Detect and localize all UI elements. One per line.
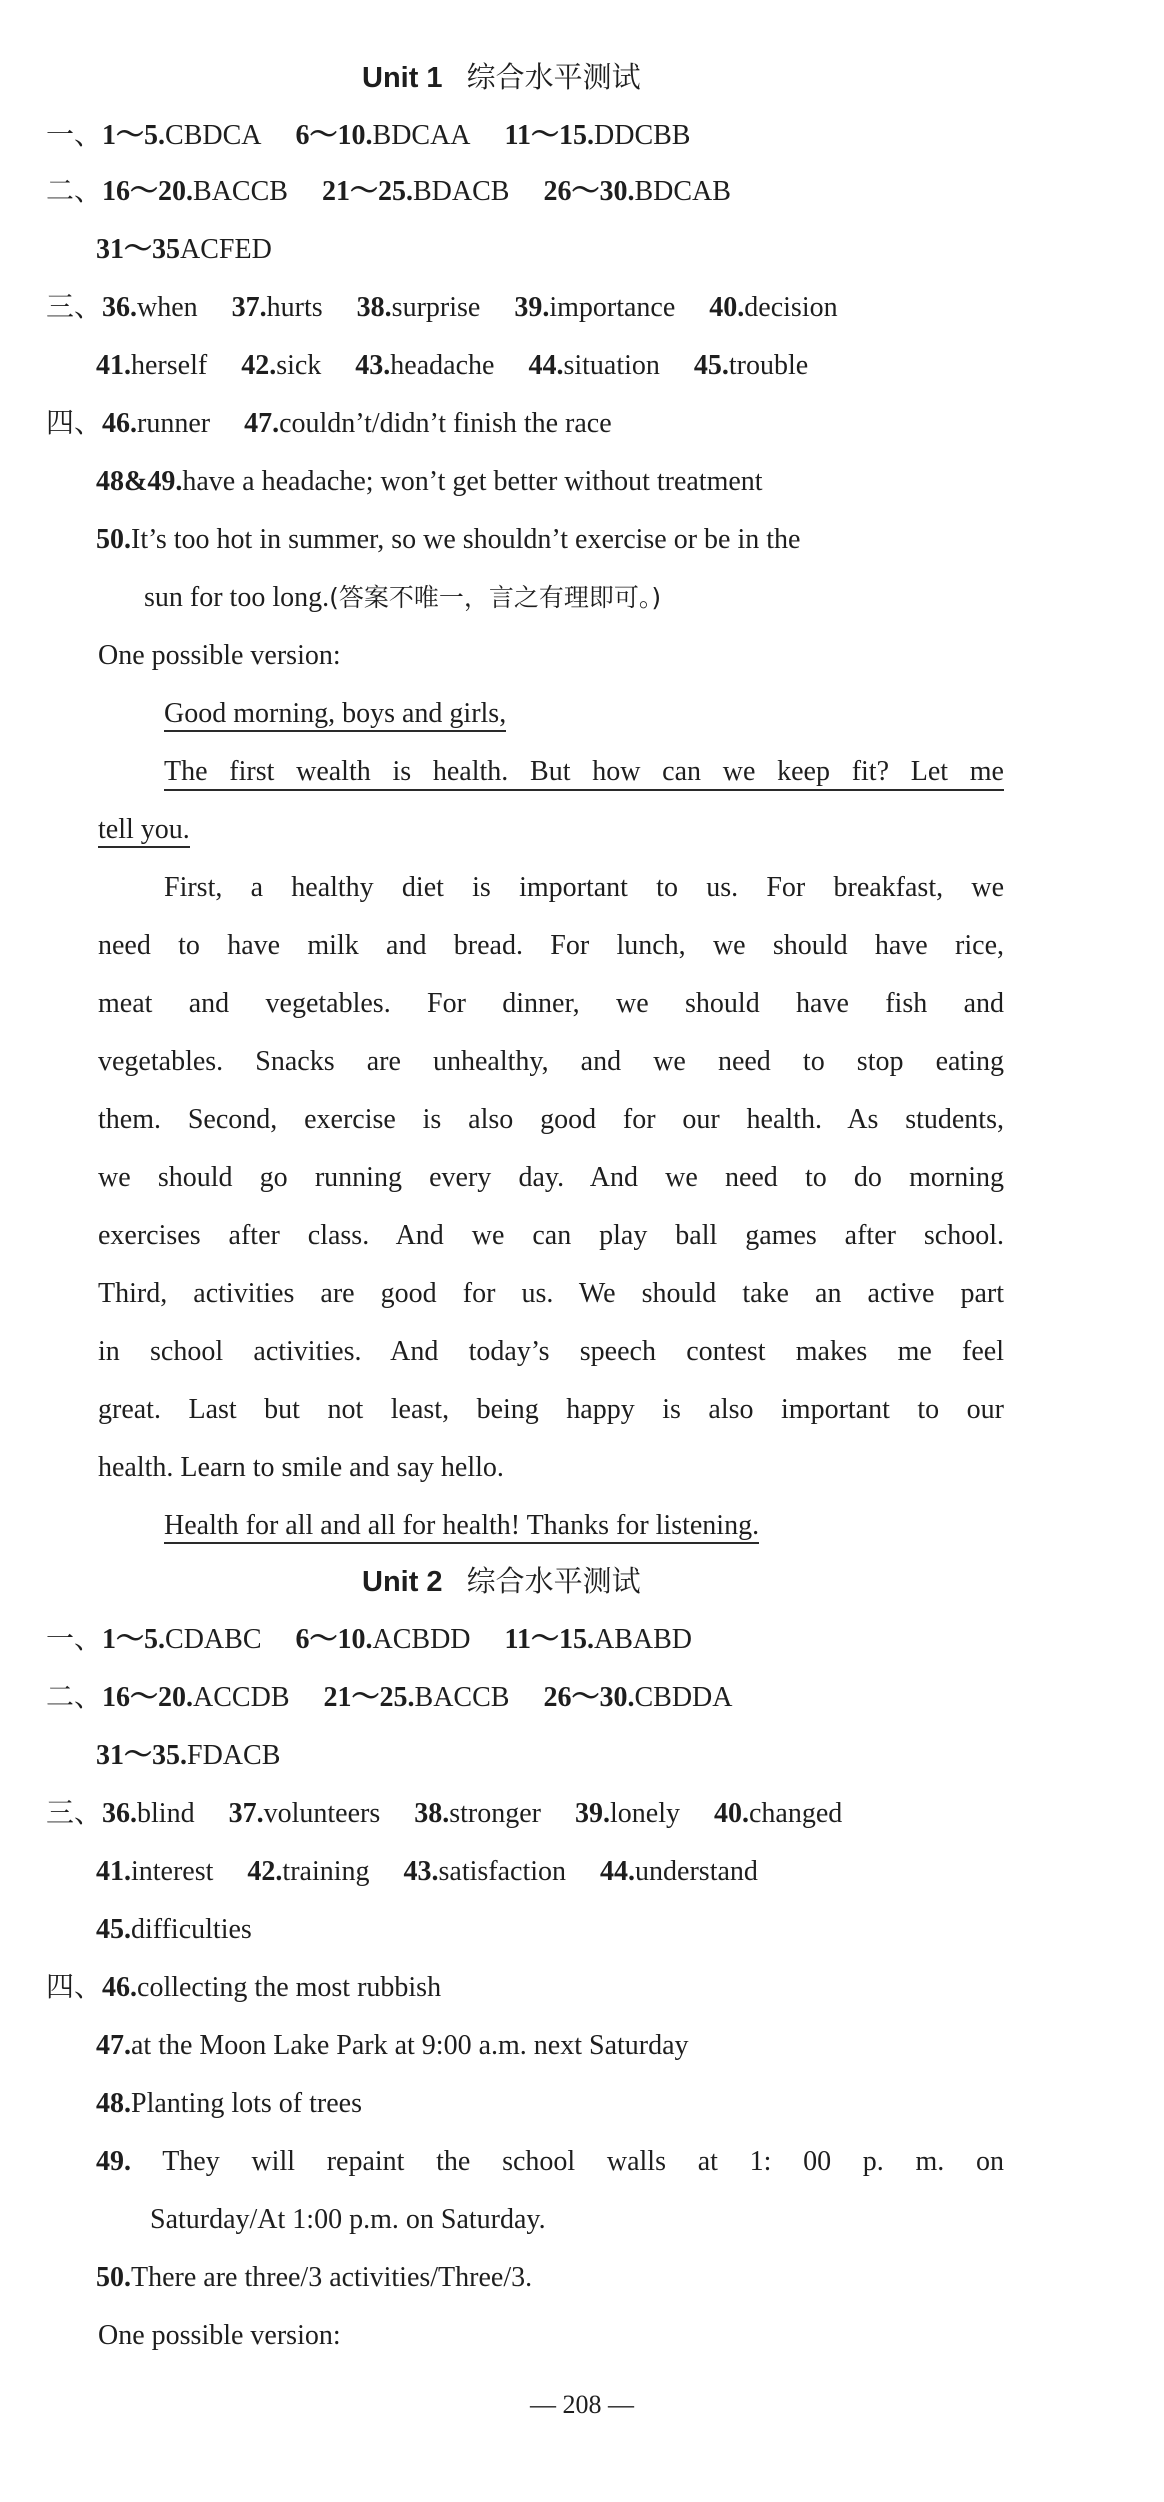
item-answer: couldn’t/didn’t finish the race bbox=[279, 408, 612, 439]
item-number: 40. bbox=[713, 1798, 749, 1829]
essay-text: The first wealth is health. But how can we keep fit? Let me bbox=[164, 756, 1004, 787]
answer-range: 11～15. bbox=[504, 120, 594, 151]
section-label: 三、 bbox=[46, 292, 103, 323]
unit2-q48 bbox=[96, 2084, 362, 2124]
section-label: 一、 bbox=[46, 120, 103, 151]
answer-values: ACBDD bbox=[372, 1624, 471, 1655]
answer-values: ACFED bbox=[180, 234, 272, 265]
item-answer: runner bbox=[137, 408, 211, 439]
answer-range: 26～30. bbox=[543, 176, 635, 207]
answer-range: 26～30. bbox=[543, 1682, 635, 1713]
answer-range: 16～20. bbox=[102, 176, 194, 207]
answer-note: (答案不唯一，言之有理即可。) bbox=[329, 583, 662, 612]
item-answer: stronger bbox=[449, 1798, 541, 1829]
unit2-q49-line2 bbox=[150, 2200, 546, 2240]
essay-body-line: health. Learn to smile and say hello. bbox=[98, 1452, 504, 1483]
item-answer: when bbox=[137, 292, 198, 323]
unit1-q50-line2 bbox=[144, 578, 661, 618]
item-answer: difficulties bbox=[131, 1914, 252, 1945]
answer-range: 31～35. bbox=[96, 1740, 188, 1771]
unit1-q50-line1 bbox=[96, 520, 800, 560]
item-answer: There are three/3 activities/Three/3. bbox=[131, 2262, 533, 2293]
page-number: — 208 — bbox=[530, 2390, 634, 2419]
item-answer: It’s too hot in summer, so we shouldn’t exercise or be in the bbox=[131, 524, 801, 555]
essay-p1-underline bbox=[164, 789, 1004, 791]
item-answer: situation bbox=[563, 350, 660, 381]
item-number: 36. bbox=[102, 292, 138, 323]
unit2-q46 bbox=[46, 1968, 441, 2008]
item-number: 44. bbox=[600, 1856, 636, 1887]
unit2-title-zh: 综合水平测试 bbox=[466, 1566, 641, 1598]
unit1-section2 bbox=[46, 172, 731, 212]
unit2-title-en: Unit 2 bbox=[362, 1566, 443, 1598]
unit1-section3-row2 bbox=[96, 346, 808, 386]
item-number: 43. bbox=[403, 1856, 439, 1887]
essay-body-line: meat and vegetables. For dinner, we should have fish and bbox=[98, 988, 1004, 1019]
answer-values: BDCAA bbox=[372, 120, 471, 151]
item-answer: decision bbox=[744, 292, 838, 323]
essay-closing-text: Health for all and all for health! Thanks for listening. bbox=[164, 1510, 759, 1544]
answer-range: 6～10. bbox=[295, 1624, 373, 1655]
item-number: 48. bbox=[96, 2088, 131, 2119]
answer-range: 16～20. bbox=[102, 1682, 194, 1713]
item-number: 41. bbox=[96, 1856, 131, 1887]
item-answer: blind bbox=[137, 1798, 195, 1829]
item-number: 38. bbox=[356, 292, 392, 323]
item-number: 46. bbox=[102, 408, 138, 439]
answer-range: 1～5. bbox=[102, 1624, 166, 1655]
answer-range: 21～25. bbox=[323, 1682, 415, 1713]
essay-body-line: we should go running every day. And we need to do morning bbox=[98, 1162, 1004, 1193]
answer-values: ABABD bbox=[594, 1624, 693, 1655]
unit2-essay-intro: One possible version: bbox=[98, 2320, 341, 2351]
essay-body-line: exercises after class. And we can play ball games after school. bbox=[98, 1220, 1004, 1251]
item-number: 38. bbox=[414, 1798, 450, 1829]
section-label: 三、 bbox=[46, 1798, 103, 1829]
item-answer: Planting lots of trees bbox=[131, 2088, 362, 2119]
answer-range: 21～25. bbox=[321, 176, 413, 207]
unit1-title-zh: 综合水平测试 bbox=[466, 62, 641, 94]
item-answer: interest bbox=[131, 1856, 214, 1887]
item-number: 42. bbox=[247, 1856, 283, 1887]
item-answer: hurts bbox=[266, 292, 323, 323]
unit1-section1 bbox=[46, 116, 690, 156]
essay-text: tell you. bbox=[98, 814, 190, 848]
item-answer: herself bbox=[131, 350, 208, 381]
section-label: 四、 bbox=[46, 408, 103, 439]
item-answer: changed bbox=[748, 1798, 843, 1829]
answer-values: CBDDA bbox=[634, 1682, 733, 1713]
essay-closing bbox=[164, 1506, 759, 1546]
item-answer: at the Moon Lake Park at 9:00 a.m. next Saturday bbox=[131, 2030, 689, 2061]
answer-values: FDACB bbox=[187, 1740, 281, 1771]
item-number: 50. bbox=[96, 524, 131, 555]
unit1-title-en: Unit 1 bbox=[362, 62, 443, 94]
answer-values: BDACB bbox=[412, 176, 510, 207]
unit2-section3-row1 bbox=[46, 1794, 842, 1834]
unit1-section3-row1 bbox=[46, 288, 838, 328]
answer-range: 11～15. bbox=[504, 1624, 594, 1655]
answer-values: CDABC bbox=[165, 1624, 262, 1655]
item-answer: headache bbox=[390, 350, 495, 381]
item-answer: They will repaint the school walls at 1: 00 p. m. on bbox=[162, 2146, 1004, 2177]
item-answer: surprise bbox=[391, 292, 481, 323]
item-number: 37. bbox=[231, 292, 267, 323]
item-number: 43. bbox=[355, 350, 391, 381]
item-answer: satisfaction bbox=[438, 1856, 567, 1887]
item-answer: collecting the most rubbish bbox=[137, 1972, 442, 2003]
answer-range: 31～35 bbox=[96, 234, 181, 265]
answer-range: 1～5. bbox=[102, 120, 166, 151]
unit2-section2-cont bbox=[96, 1736, 280, 1776]
unit2-section3-row2 bbox=[96, 1852, 758, 1892]
item-number: 39. bbox=[574, 1798, 610, 1829]
item-answer: volunteers bbox=[263, 1798, 381, 1829]
item-answer: sick bbox=[276, 350, 322, 381]
item-number: 49. bbox=[96, 2146, 131, 2177]
item-number: 42. bbox=[241, 350, 277, 381]
item-number: 50. bbox=[96, 2262, 131, 2293]
answer-values: ACCDB bbox=[193, 1682, 290, 1713]
item-number: 39. bbox=[514, 292, 550, 323]
answer-values: CBDCA bbox=[165, 120, 262, 151]
item-answer: training bbox=[282, 1856, 370, 1887]
unit2-section2 bbox=[46, 1678, 732, 1718]
answer-values: BDCAB bbox=[634, 176, 731, 207]
answer-values: BACCB bbox=[193, 176, 288, 207]
unit1-title bbox=[362, 58, 641, 98]
section-label: 四、 bbox=[46, 1972, 103, 2003]
essay-body-line: Third, activities are good for us. We should take an active part bbox=[98, 1278, 1004, 1309]
item-answer: trouble bbox=[728, 350, 809, 381]
section-label: 二、 bbox=[46, 1682, 103, 1713]
item-number: 44. bbox=[528, 350, 564, 381]
unit1-q46-47 bbox=[46, 404, 612, 444]
item-number: 37. bbox=[228, 1798, 264, 1829]
unit2-section3-row3 bbox=[96, 1910, 252, 1950]
essay-body-line: them. Second, exercise is also good for our health. As students, bbox=[98, 1104, 1004, 1135]
essay-greeting bbox=[164, 694, 506, 734]
item-number: 41. bbox=[96, 350, 131, 381]
item-number: 47. bbox=[244, 408, 280, 439]
item-number: 48&49. bbox=[96, 466, 183, 497]
essay-greeting-text: Good morning, boys and girls, bbox=[164, 698, 506, 732]
essay-p1-line1 bbox=[164, 752, 1004, 792]
item-number: 45. bbox=[96, 1914, 131, 1945]
essay-body-line: great. Last but not least, being happy is also important to our bbox=[98, 1394, 1004, 1425]
unit2-title bbox=[362, 1562, 641, 1602]
item-answer: sun for too long. bbox=[144, 582, 330, 613]
item-number: 40. bbox=[709, 292, 745, 323]
answer-values: DDCBB bbox=[594, 120, 691, 151]
item-number: 46. bbox=[102, 1972, 138, 2003]
item-answer: Saturday/At 1:00 p.m. on Saturday. bbox=[150, 2204, 546, 2235]
essay-body-line: First, a healthy diet is important to us. For breakfast, we bbox=[164, 872, 1004, 903]
section-label: 一、 bbox=[46, 1624, 103, 1655]
item-answer: understand bbox=[635, 1856, 758, 1887]
unit2-q47 bbox=[96, 2026, 689, 2066]
unit1-section2-cont bbox=[96, 230, 272, 270]
item-answer: have a headache; won’t get better without treatment bbox=[182, 466, 763, 497]
essay-body-line: need to have milk and bread. For lunch, we should have rice, bbox=[98, 930, 1004, 961]
essay-body-line: vegetables. Snacks are unhealthy, and we need to stop eating bbox=[98, 1046, 1004, 1077]
item-number: 45. bbox=[693, 350, 729, 381]
unit2-section1 bbox=[46, 1620, 692, 1660]
item-number: 36. bbox=[102, 1798, 138, 1829]
answer-range: 6～10. bbox=[295, 120, 373, 151]
item-answer: importance bbox=[549, 292, 676, 323]
item-answer: lonely bbox=[609, 1798, 680, 1829]
unit1-q48-49 bbox=[96, 462, 763, 502]
section-label: 二、 bbox=[46, 176, 103, 207]
unit2-q49-line1 bbox=[96, 2142, 1004, 2182]
essay-p1-line2 bbox=[98, 810, 190, 850]
answer-values: BACCB bbox=[414, 1682, 510, 1713]
unit2-q50 bbox=[96, 2258, 532, 2298]
item-number: 47. bbox=[96, 2030, 131, 2061]
essay-intro: One possible version: bbox=[98, 640, 341, 671]
essay-body-line: in school activities. And today’s speech contest makes me feel bbox=[98, 1336, 1004, 1367]
